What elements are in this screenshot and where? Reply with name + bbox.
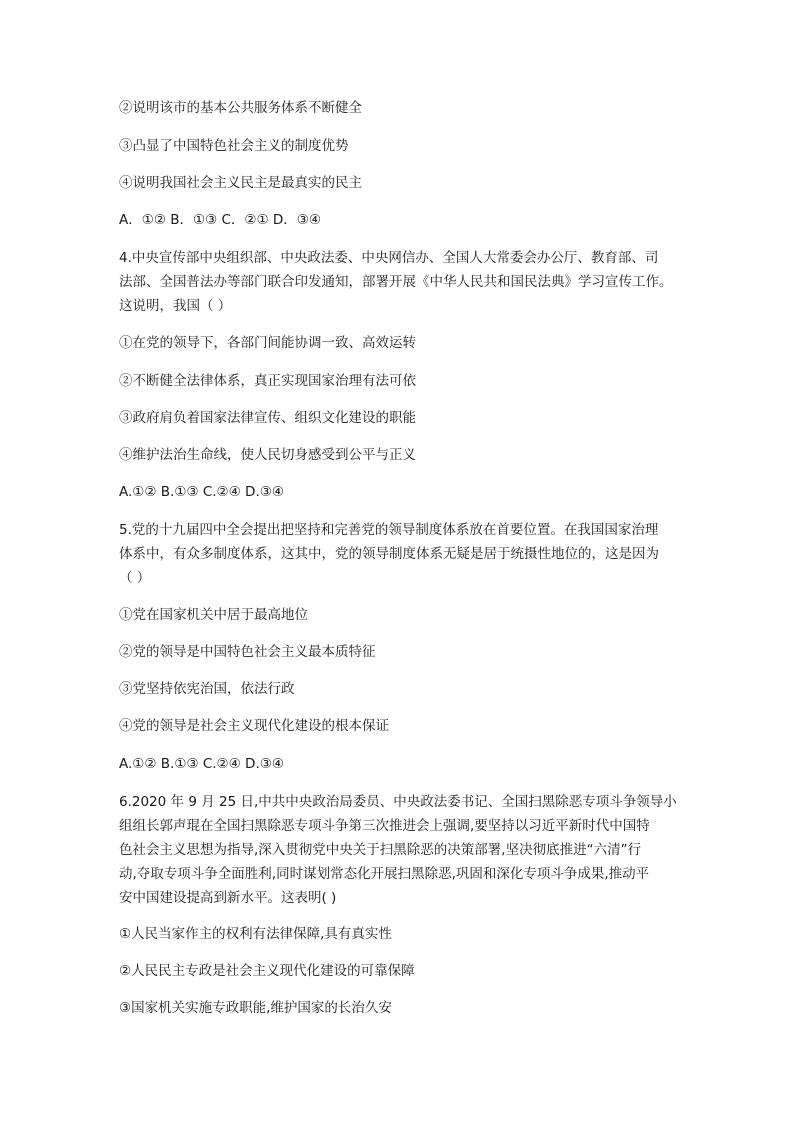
q6-stem [119,790,679,910]
q4-stem-line: 这说明，我国（ ） [119,298,232,314]
q5-stem-line: 体系中，有众多制度体系，这其中，党的领导制度体系无疑是居于统摄性地位的，这是因为 [119,546,659,562]
q5-stem [119,518,679,590]
q5-option-3: ③党坚持依宪治国，依法行政 [119,681,295,697]
q5-answer-choices: A.①② B.①③ C.②④ D.③④ [119,756,284,772]
q5-option-1: ①党在国家机关中居于最高地位 [119,607,308,623]
q4-answer-choices: A.①② B.①③ C.②④ D.③④ [119,484,284,500]
q5-stem-line: （ ） [119,570,151,586]
q3-option-3: ③凸显了中国特色社会主义的制度优势 [119,138,349,154]
q6-stem-line: 6.2020 年 9 月 25 日,中共中央政治局委员、中央政法委书记、全国扫黑除恶专项斗争领导小 [119,794,677,810]
q3-option-4: ④说明我国社会主义民主是最真实的民主 [119,175,362,191]
q6-option-2: ②人民民主专政是社会主义现代化建设的可靠保障 [119,963,415,979]
q5-option-4: ④党的领导是社会主义现代化建设的根本保证 [119,718,389,734]
q5-stem-line: 5.党的十九届四中全会提出把坚持和完善党的领导制度体系放在首要位置。在我国国家治理 [119,522,659,538]
q3-answer-choices: A．①② B．①③ C．②① D．③④ [119,212,322,228]
q4-stem [119,246,679,318]
q4-option-3: ③政府肩负着国家法律宣传、组织文化建设的职能 [119,410,416,426]
q4-option-4: ④维护法治生命线，使人民切身感受到公平与正义 [119,447,416,463]
q6-stem-line: 组组长郭声琨在全国扫黑除恶专项斗争第三次推进会上强调,要坚持以习近平新时代中国特 [119,818,650,834]
q6-stem-line: 色社会主义思想为指导,深入贯彻党中央关于扫黑除恶的决策部署,坚决彻底推进“六清”行 [119,842,642,858]
q5-option-2: ②党的领导是中国特色社会主义最本质特征 [119,644,376,660]
q6-stem-line: 动,夺取专项斗争全面胜利,同时谋划常态化开展扫黑除恶,巩固和深化专项斗争成果,推动平 [119,866,650,882]
q4-option-1: ①在党的领导下，各部门间能协调一致、高效运转 [119,335,416,351]
q4-stem-line: 法部、全国普法办等部门联合印发通知，部署开展《中华人民共和国民法典》学习宣传工作。 [119,274,673,290]
q6-option-1: ①人民当家作主的权利有法律保障,具有真实性 [119,926,392,942]
q6-stem-line: 安中国建设提高到新水平。这表明( ) [119,890,337,906]
q4-stem-line: 4.中央宣传部中央组织部、中央政法委、中央网信办、全国人大常委会办公厅、教育部、司 [119,250,659,266]
q4-option-2: ②不断健全法律体系，真正实现国家治理有法可依 [119,373,416,389]
q6-option-3: ③国家机关实施专政职能,维护国家的长治久安 [119,1000,392,1016]
q3-option-2: ②说明该市的基本公共服务体系不断健全 [119,100,362,116]
